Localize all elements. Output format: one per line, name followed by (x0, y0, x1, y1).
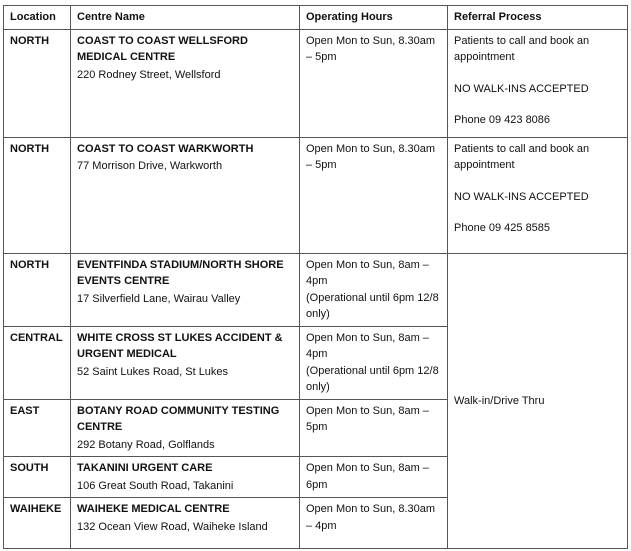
centre-name: WAIHEKE MEDICAL CENTRE (77, 503, 230, 515)
location-cell: WAIHEKE (4, 498, 71, 549)
centre-address: 220 Rodney Street, Wellsford (77, 68, 221, 81)
centre-cell (71, 457, 300, 498)
referral-cell (448, 29, 628, 137)
referral-cell (448, 137, 628, 253)
location-cell: SOUTH (4, 457, 71, 498)
hours-cell: Open Mon to Sun, 8.30am – 4pm (300, 498, 448, 549)
header-operating-hours: Operating Hours (300, 6, 448, 30)
centre-cell (71, 137, 300, 253)
location-cell: NORTH (4, 29, 71, 137)
header-location: Location (4, 6, 71, 30)
centre-cell (71, 29, 300, 137)
location-cell: EAST (4, 399, 71, 457)
hours-cell: Open Mon to Sun, 8.30am – 5pm (300, 29, 448, 137)
referral-walkin-notice: NO WALK-INS ACCEPTED (454, 190, 589, 203)
centre-address: 77 Morrison Drive, Warkworth (77, 160, 223, 172)
centre-cell (71, 253, 300, 326)
centre-address: 292 Botany Road, Golflands (77, 438, 215, 451)
hours-cell (300, 253, 448, 326)
referral-instruction: Patients to call and book an appointment (454, 142, 590, 171)
centre-cell (71, 326, 300, 399)
header-centre-name: Centre Name (71, 6, 300, 30)
centre-address: 106 Great South Road, Takanini (77, 479, 234, 492)
location-cell: NORTH (4, 137, 71, 253)
table-row (4, 137, 628, 253)
centre-name: WHITE CROSS ST LUKES ACCIDENT & URGENT MEDICAL (77, 331, 283, 360)
hours-note: (Operational until 6pm 12/8 only) (306, 291, 439, 320)
centre-name: EVENTFINDA STADIUM/NORTH SHORE EVENTS CENTRE (77, 258, 284, 287)
referral-walkin-notice: NO WALK-INS ACCEPTED (454, 82, 589, 95)
centre-name: BOTANY ROAD COMMUNITY TESTING CENTRE (77, 404, 280, 433)
hours-text: Open Mon to Sun, 8am – 4pm (306, 258, 429, 287)
testing-centres-table (3, 5, 628, 549)
hours-text: Open Mon to Sun, 8am – 4pm (306, 331, 429, 360)
header-referral-process: Referral Process (448, 6, 628, 30)
hours-cell: Open Mon to Sun, 8.30am – 5pm (300, 137, 448, 253)
hours-cell (300, 326, 448, 399)
referral-phone: Phone 09 423 8086 (454, 114, 551, 126)
shared-referral-cell: Walk-in/Drive Thru (448, 253, 628, 549)
centre-name: COAST TO COAST WELLSFORD MEDICAL CENTRE (77, 34, 248, 63)
location-cell: NORTH (4, 253, 71, 326)
table-row (4, 29, 628, 137)
hours-note: (Operational until 6pm 12/8 only) (306, 364, 439, 393)
table-header-row (4, 6, 628, 30)
centre-name: TAKANINI URGENT CARE (77, 462, 213, 474)
centre-cell (71, 498, 300, 549)
centre-address: 52 Saint Lukes Road, St Lukes (77, 365, 229, 378)
centre-address: 132 Ocean View Road, Waiheke Island (77, 520, 268, 533)
hours-cell: Open Mon to Sun, 8am – 6pm (300, 457, 448, 498)
hours-cell: Open Mon to Sun, 8am – 5pm (300, 399, 448, 457)
location-cell: CENTRAL (4, 326, 71, 399)
table-row (4, 253, 628, 326)
centre-cell (71, 399, 300, 457)
referral-instruction: Patients to call and book an appointment (454, 34, 590, 63)
centre-name: COAST TO COAST WARKWORTH (77, 142, 254, 155)
centre-address: 17 Silverfield Lane, Wairau Valley (77, 292, 241, 305)
referral-phone: Phone 09 425 8585 (454, 222, 551, 234)
